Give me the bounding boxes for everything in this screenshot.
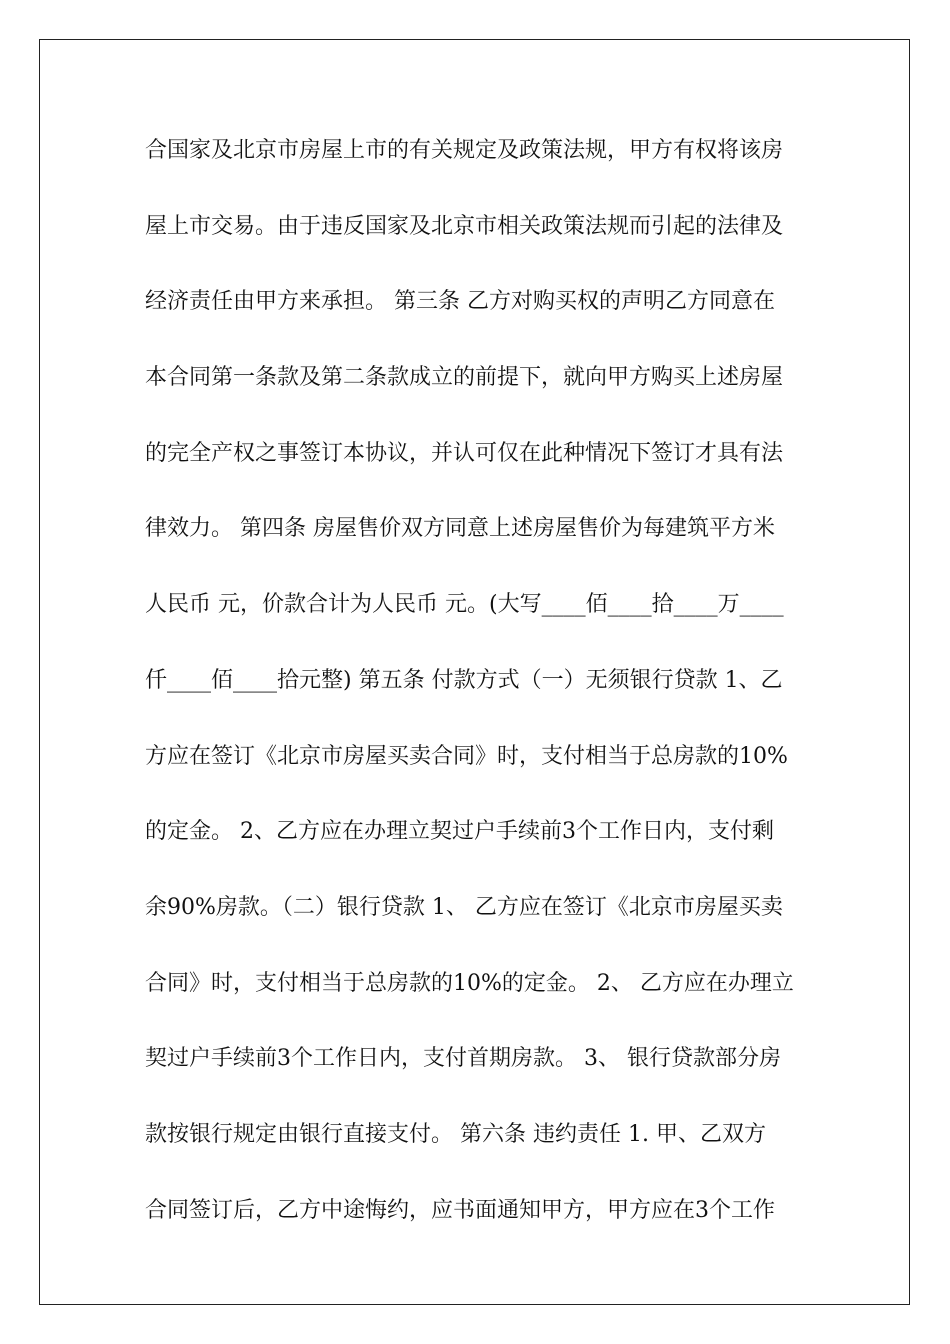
text-line: 律效力。 第四条 房屋售价双方同意上述房屋售价为每建筑平方米 bbox=[145, 516, 775, 542]
text-line: 款按银行规定由银行直接支付。 第六条 违约责任 1. 甲、乙双方 bbox=[145, 1121, 766, 1147]
contract-text-block bbox=[145, 126, 825, 1261]
text-line: 余90%房款。（二）银行贷款 1、 乙方应在签订《北京市房屋买卖 bbox=[145, 894, 783, 920]
text-line: 契过户手续前3个工作日内，支付首期房款。 3、 银行贷款部分房 bbox=[145, 1046, 781, 1072]
text-line: 的定金。 2、乙方应在办理立契过户手续前3个工作日内，支付剩 bbox=[145, 819, 774, 845]
text-line: 人民币 元，价款合计为人民币 元。(大写____佰____拾____万____ bbox=[145, 592, 784, 618]
text-line: 仟____佰____拾元整) 第五条 付款方式（一）无须银行贷款 1、乙 bbox=[145, 667, 783, 693]
text-line: 合同》时，支付相当于总房款的10%的定金。 2、 乙方应在办理立 bbox=[145, 970, 794, 996]
text-line: 方应在签订《北京市房屋买卖合同》时，支付相当于总房款的10% bbox=[145, 743, 788, 769]
text-line: 经济责任由甲方来承担。 第三条 乙方对购买权的声明乙方同意在 bbox=[145, 289, 775, 315]
text-line: 屋上市交易。由于违反国家及北京市相关政策法规而引起的法律及 bbox=[145, 213, 784, 239]
text-line: 合同签订后，乙方中途悔约，应书面通知甲方，甲方应在3个工作 bbox=[145, 1197, 775, 1223]
text-line: 合国家及北京市房屋上市的有关规定及政策法规，甲方有权将该房 bbox=[145, 138, 784, 163]
text-line: 本合同第一条款及第二条款成立的前提下，就向甲方购买上述房屋 bbox=[145, 365, 784, 391]
text-line: 的完全产权之事签订本协议，并认可仅在此种情况下签订才具有法 bbox=[145, 440, 784, 466]
